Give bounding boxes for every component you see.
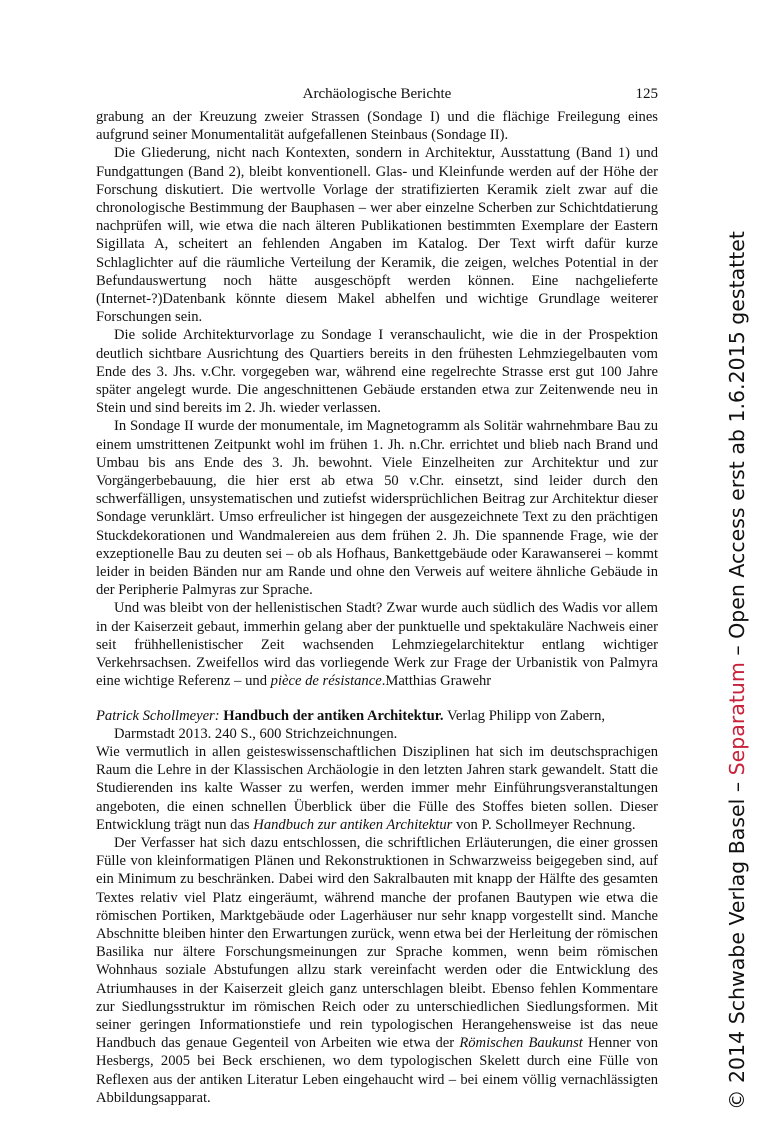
paragraph-text: Henner von Hesbergs, 2005 bei Beck erschienen, wo dem typologischen Skelett durch eine Fülle von Reflexen aus der antiken Literatur Leben eingehaucht wird – bei einem völlig vernachlässigten Abbildungsapparat. (96, 1035, 658, 1106)
page-number: 125 (635, 86, 658, 102)
closing-paragraph (96, 599, 658, 690)
running-title: Archäologische Berichte (302, 86, 452, 102)
copyright-prefix: © 2014 Schwabe Verlag Basel – (725, 781, 749, 1110)
emphasis-text: pièce de résistance (270, 673, 382, 690)
reviewer-signature: Matthias Grawehr (385, 673, 492, 690)
paragraph-text: Der Verfasser hat sich dazu entschlossen, die schriftlichen Erläuterungen, die einer grossen Fülle von kleinformatigen Plänen und Rekonstruktionen in Schwarzweiss beigegeben sind, auf ein Minimum zu beschränken. Dabei wird den Sakralbauten mit knapp der Hälfte des gesamten Textes relativ viel Platz eingeräumt, während manche der profanen Bautypen wie etwa die römischen Portiken, Marktgebäude oder Lagerhäuser nur sehr knapp vorgestellt sind. Manche Abschnitte bleiben hinter den Erwartungen zurück, wenn etwa bei der Herleitung der römischen Basilika nur ältere Forschungsmeinungen zur Sprache kommen, wenn beim römischen Wohnhaus soziale Abstufungen allzu stark vereinfacht werden oder die Entwicklung des Atriumhauses in der Kaiserzeit gleich ganz unterschlagen bleibt. Ebenso fehlen Kommentare zur Siedlungsstruktur im römischen Reich oder zu unterschiedlichen Siedlungsformen. Mit seiner geringen Informationstiefe und rein typologischen Herangehensweise ist das neue Handbuch das genaue Gegenteil von Arbeiten wie etwa der (96, 834, 658, 1052)
book-title: Handbuch der antiken Architektur. (223, 707, 444, 724)
page-header (96, 86, 658, 108)
review-schollmeyer (96, 707, 658, 1107)
paragraph: Die Gliederung, nicht nach Kontexten, sondern in Architektur, Ausstattung (Band 1) und Fundgattungen (Band 2), bleibt konventionell. Glas- und Kleinfunde werden auf der Höhe der Forschung diskutiert. Die wertvolle Vorlage der stratifizierten Keramik zielt zwar auf die chronologische Bestimmung der Bauphasen – wer aber einzelne Scherben zur Schichtdatierung nachprüfen will, wie etwa die nach älteren Publikationen bestimmten Exemplare der Eastern Sigillata A, scheitert an fehlenden Angaben im Katalog. Der Text wirft dafür kurze Schlaglichter auf die räumliche Verteilung der Keramik, die zeigen, welches Potential in der Befundauswertung noch hätte ausgeschöpft werden können. Eine nachgelieferte (Internet-?)Datenbank könnte diesem Makel abhelfen und wichtige Grundlage weiterer Forschungen sein. (96, 145, 658, 326)
paragraph: grabung an der Kreuzung zweier Strassen (Sondage I) und die flächige Freilegung eines aufgrund seiner Monumentalität aufgefallenen Steinbaus (Sondage II). (96, 109, 658, 144)
paragraph (96, 743, 658, 834)
body-text (96, 108, 658, 1107)
paragraph (96, 834, 658, 1107)
paragraph: In Sondage II wurde der monumentale, im Magnetogramm als Solitär wahrnehmbare Bau zu einem umstrittenen Zeitpunkt wohl im frühen 1. Jh. n.Chr. errichtet und blieb nach Brand und Umbau bis ans Ende des 3. Jh. bewohnt. Viele Einzelheiten zur Architektur und zur Vorgängerbebauung, die hier erst ab etwa 50 v.Chr. einsetzt, sind leider durch den schwerfälligen, unsystematischen und zutiefst widersprüchlichen Beitrag zur Architektur dieser Sondage verunklärt. Umso erfreulicher ist hingegen der ausgezeichnete Text zu den prächtigen Stuckdekorationen und Wandmalereien aus dem frühen 2. Jh. Die spannende Frage, wie der exzeptionelle Bau zu deuten sei – ob als Hofhaus, Bankettgebäude oder Karawanserei – kommt leider in beiden Bänden nur am Rande und ohne den Verweis auf weitere ähnliche Gebäude in der Peripherie Palmyras zur Sprache. (96, 418, 658, 599)
copyright-side-note (725, 231, 749, 1110)
paragraph-text: Wie vermutlich in allen geisteswissenschaftlichen Disziplinen hat sich im deutschsprachigen Raum die Lehre in der Klassischen Archäologie in den letzten Jahren stark gewandelt. Statt die Studierenden ins kalte Wasser zu werfen, werden immer mehr Einführungsveranstaltungen angeboten, die einen schnellen Überblick über die Fülle des Stoffes bieten sollen. Dieser Entwicklung trägt nun das (96, 743, 658, 833)
emphasis-text: Römischen Baukunst (459, 1035, 583, 1052)
paragraph-text: Und was bleibt von der hellenistischen Stadt? Zwar wurde auch südlich des Wadis vor allem in der Kaiserzeit gebaut, immerhin gelang aber der punktuelle und spektakuläre Nachweis einer seit frühhellenistischer Zeit wachsenden Lehmziegelarchitektur entlang wichtiger Verkehrsachsen. Zweifellos wird das vorliegende Werk zur Frage der Urbanistik von Palmyra eine wichtige Referenz – und (96, 600, 658, 690)
copyright-suffix: – Open Access erst ab 1.6.2015 gestattet (725, 231, 749, 656)
separatum-label: Separatum (725, 662, 749, 776)
book-citation (96, 707, 658, 743)
emphasis-text: Handbuch zur antiken Architektur (253, 816, 453, 833)
paragraph: Die solide Architekturvorlage zu Sondage I veranschaulicht, wie die in der Prospektion deutlich sichtbare Ausrichtung des Quartiers bereits in den frühesten Lehmziegelbauten vom Ende des 3. Jhs. v.Chr. vorgegeben war, während eine regelrechte Strasse erst gut 100 Jahre später angelegt wurde. Die angeschnittenen Gebäude erstanden etwa zur Zeitenwende neu in Stein und sind bereits im 2. Jh. wieder verlassen. (96, 327, 658, 417)
publication-info: Verlag Philipp von Zabern, Darmstadt 2013. 240 S., 600 Strichzeichnungen. (114, 707, 606, 742)
review-grawehr (96, 108, 658, 691)
paragraph-text: von P. Schollmeyer Rechnung. (455, 816, 636, 833)
punctuation: . (381, 673, 386, 690)
book-author: Patrick Schollmeyer: (96, 707, 220, 724)
